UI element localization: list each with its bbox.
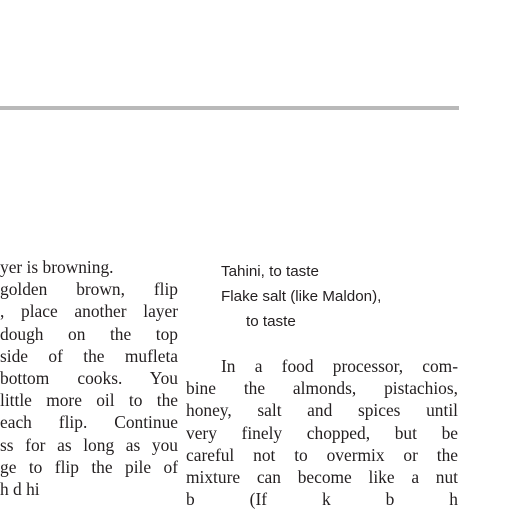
body-line: dough on the top: [0, 323, 178, 344]
body-line: very finely chopped, but be: [186, 422, 458, 443]
body-line-partial: h d hi: [0, 479, 40, 500]
ingredient-text: Tahini, to taste: [221, 263, 319, 280]
right-body-column: [186, 355, 458, 510]
body-line: careful not to overmix or the: [186, 444, 458, 465]
body-line: In a food processor, com-: [221, 356, 458, 376]
ingredient-item: [221, 284, 381, 334]
body-line: side of the mufleta: [0, 345, 178, 366]
body-line: little more oil to the: [0, 390, 178, 411]
body-line: bine the almonds, pistachios,: [186, 378, 458, 399]
left-body-column: [0, 256, 178, 500]
body-line: yer is browning.: [0, 257, 114, 277]
body-line: , place another layer: [0, 301, 178, 322]
ingredient-text: Flake salt (like Maldon),: [221, 288, 382, 305]
ingredient-continuation: to taste: [246, 313, 296, 330]
body-line: each flip. Continue: [0, 412, 178, 433]
body-line: golden brown, flip: [0, 279, 178, 300]
body-line: mixture can become like a nut: [186, 467, 458, 488]
body-line: ge to flip the pile of: [0, 456, 178, 477]
body-line: bottom cooks. You: [0, 368, 178, 389]
ingredient-list: [221, 259, 381, 334]
body-line: honey, salt and spices until: [186, 400, 458, 421]
horizontal-divider: [0, 106, 459, 110]
body-line-partial: b (If k b h: [186, 489, 458, 510]
ingredient-item: [221, 259, 381, 284]
body-line: ss for as long as you: [0, 434, 178, 455]
